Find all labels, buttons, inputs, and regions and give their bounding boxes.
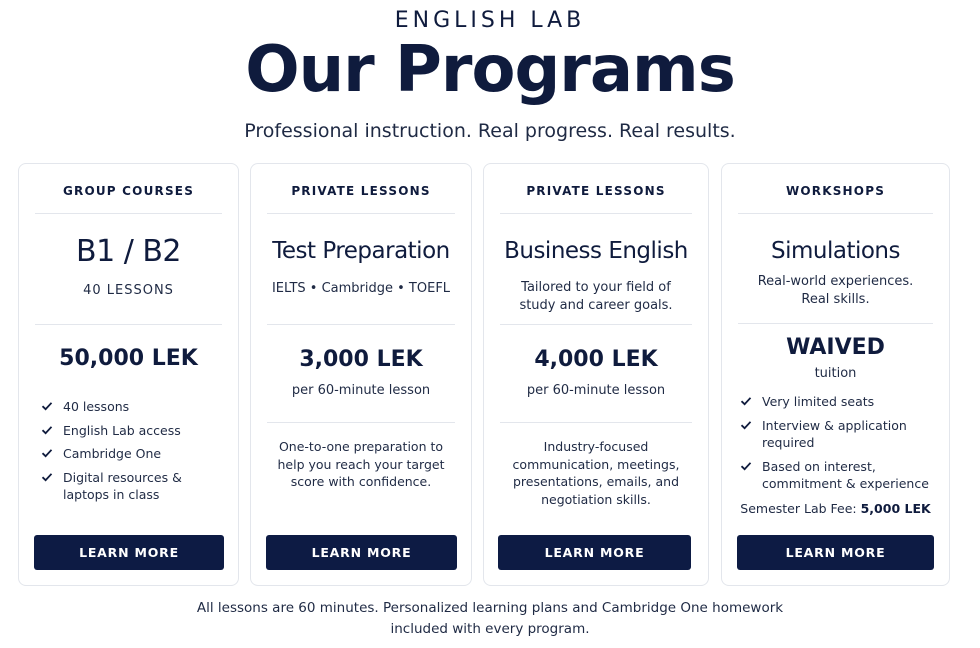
card-title: Test Preparation <box>272 238 450 264</box>
feature-item <box>740 417 939 452</box>
feature-item <box>41 469 228 504</box>
divider <box>267 213 455 214</box>
card-price: WAIVED <box>786 335 885 360</box>
divider <box>35 213 222 214</box>
brand-label: ENGLISH LAB <box>394 8 586 33</box>
feature-label: Digital resources & laptops in class <box>63 469 182 502</box>
feature-list <box>740 393 939 499</box>
feature-label: Interview & application required <box>762 417 907 450</box>
feature-item <box>740 458 939 493</box>
card-price-note: per 60-minute lesson <box>526 383 666 398</box>
card-price: 4,000 LEK <box>534 347 658 372</box>
check-icon <box>41 400 53 412</box>
divider <box>500 422 692 423</box>
feature-label: 40 lessons <box>63 399 130 414</box>
divider <box>35 324 222 325</box>
card-description: Industry-focused communication, meetings, presentations, emails, and negotiation skills. <box>512 439 680 507</box>
card-price: 50,000 LEK <box>59 346 198 371</box>
card-category: PRIVATE LESSONS <box>526 184 666 198</box>
check-icon <box>740 419 752 431</box>
lab-fee-label: Semester Lab Fee: <box>740 501 857 516</box>
program-card-business-english <box>483 163 709 586</box>
learn-more-button-workshops[interactable]: LEARN MORE <box>737 535 934 570</box>
divider <box>267 422 455 423</box>
lab-fee <box>722 501 949 516</box>
card-category: GROUP COURSES <box>62 184 195 198</box>
check-icon <box>740 395 752 407</box>
card-description: One-to-one preparation to help you reach your target score with confidence. <box>277 439 445 489</box>
divider <box>267 324 455 325</box>
learn-more-button-test-preparation[interactable]: LEARN MORE <box>266 535 457 570</box>
card-subtitle: 40 LESSONS <box>83 283 174 298</box>
feature-label: Cambridge One <box>63 446 162 461</box>
divider <box>738 323 933 324</box>
card-subtitle: IELTS • Cambridge • TOEFL <box>271 281 451 296</box>
feature-item <box>41 445 228 463</box>
feature-label: Very limited seats <box>762 394 875 409</box>
lab-fee-value: 5,000 LEK <box>860 501 931 516</box>
footer-note: All lessons are 60 minutes. Personalized learning plans and Cambridge One homework included with every program. <box>196 600 784 637</box>
card-title: Business English <box>504 238 688 264</box>
card-price-note: per 60-minute lesson <box>291 383 431 398</box>
page-title: Our Programs <box>245 33 735 107</box>
feature-label: English Lab access <box>63 422 181 438</box>
feature-item <box>41 398 228 416</box>
divider <box>500 324 692 325</box>
divider <box>500 213 692 214</box>
card-price: 3,000 LEK <box>299 347 423 372</box>
card-subtitle: Real-world experiences. Real skills. <box>757 274 914 307</box>
feature-list <box>41 398 228 510</box>
card-subtitle: Tailored to your field of study and career goals. <box>519 280 673 313</box>
program-card-workshops <box>721 163 950 586</box>
card-category: PRIVATE LESSONS <box>291 184 431 198</box>
learn-more-button-group-courses[interactable]: LEARN MORE <box>34 535 224 570</box>
program-card-test-preparation <box>250 163 472 586</box>
feature-item <box>41 422 228 440</box>
check-icon <box>740 460 752 472</box>
feature-label: Based on interest, commitment & experience <box>762 458 929 491</box>
page-subtitle: Professional instruction. Real progress. Real results. <box>244 120 736 142</box>
divider <box>738 213 933 214</box>
card-title: B1 / B2 <box>75 234 181 269</box>
learn-more-button-business-english[interactable]: LEARN MORE <box>498 535 691 570</box>
check-icon <box>41 447 53 459</box>
program-card-group-courses <box>18 163 239 586</box>
card-title: Simulations <box>771 238 900 264</box>
card-category: WORKSHOPS <box>785 184 886 198</box>
feature-item <box>740 393 939 411</box>
check-icon <box>41 424 53 436</box>
card-price-note: tuition <box>814 366 857 381</box>
check-icon <box>41 471 53 483</box>
